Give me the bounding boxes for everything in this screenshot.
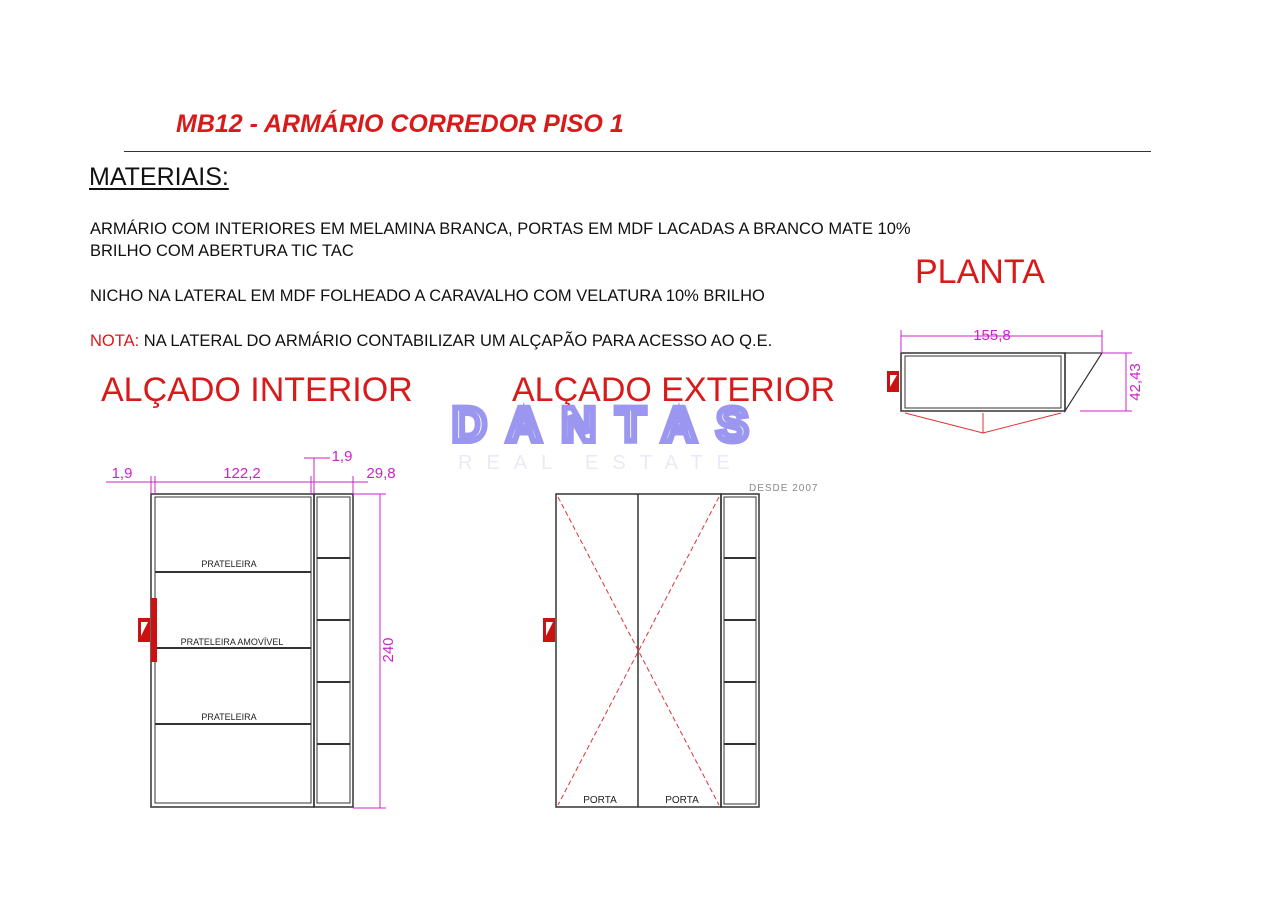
door-label-right: PORTA (665, 795, 699, 806)
interior-cabinet-inner (155, 497, 311, 803)
plan-view (901, 353, 1102, 411)
page-title: MB12 - ARMÁRIO CORREDOR PISO 1 (176, 110, 624, 138)
dim-height-label: 240 (380, 637, 397, 663)
exterior-hatch-panel (543, 618, 555, 642)
note-label: NOTA: (90, 332, 140, 350)
materials-line-3: NICHO NA LATERAL EM MDF FOLHEADO A CARAVALHO COM VELATURA 10% BRILHO (90, 287, 765, 305)
materials-heading: MATERIAIS: (89, 163, 229, 191)
interior-hatch-panel (138, 598, 157, 662)
dim-left-label: 1,9 (111, 465, 133, 482)
exterior-niche-outline (721, 494, 759, 807)
watermark-logo: DANTAS (452, 399, 769, 452)
plan-cabinet-outline (901, 353, 1065, 411)
interior-elevation-title: ALÇADO INTERIOR (101, 371, 413, 409)
exterior-elevation-title: ALÇADO EXTERIOR (512, 371, 836, 409)
interior-niche-outline (314, 494, 353, 807)
interior-elevation (151, 494, 353, 807)
door-label-left: PORTA (583, 795, 617, 806)
shelf-label-removable: PRATELEIRA AMOVÍVEL (180, 637, 284, 647)
dim-gap-label: 1,9 (331, 448, 353, 465)
plan-dimension-lines (901, 330, 1132, 411)
dim-niche-label: 29,8 (366, 465, 396, 482)
watermark-tagline: REAL ESTATE (458, 452, 744, 474)
materials-line-2: BRILHO COM ABERTURA TIC TAC (90, 242, 354, 260)
plan-door-swing (905, 413, 1061, 433)
interior-niche-inner (317, 497, 350, 803)
materials-line-1: ARMÁRIO COM INTERIORES EM MELAMINA BRANCA, PORTAS EM MDF LACADAS A BRANCO MATE 10% (90, 220, 911, 238)
dim-width-label: 122,2 (223, 465, 261, 482)
interior-cabinet-outline (151, 494, 314, 807)
exterior-elevation (556, 494, 759, 807)
shelf-label-top: PRATELEIRA (201, 559, 257, 569)
exterior-niche-inner (724, 497, 756, 804)
shelf-label-bottom: PRATELEIRA (201, 712, 257, 722)
plan-depth-label: 42,43 (1127, 363, 1144, 401)
note-text: NA LATERAL DO ARMÁRIO CONTABILIZAR UM ALÇAPÃO PARA ACESSO AO Q.E. (139, 332, 773, 350)
plan-hatch-panel (887, 371, 899, 392)
access-hatch-strip (151, 598, 157, 662)
plan-cabinet-inner (905, 356, 1061, 408)
watermark-since: DESDE 2007 (749, 483, 819, 494)
plan-title: PLANTA (915, 253, 1045, 291)
door-swing-lines (905, 413, 1061, 433)
plan-width-label: 155,8 (973, 327, 1011, 344)
plan-niche-shape (1065, 353, 1102, 411)
